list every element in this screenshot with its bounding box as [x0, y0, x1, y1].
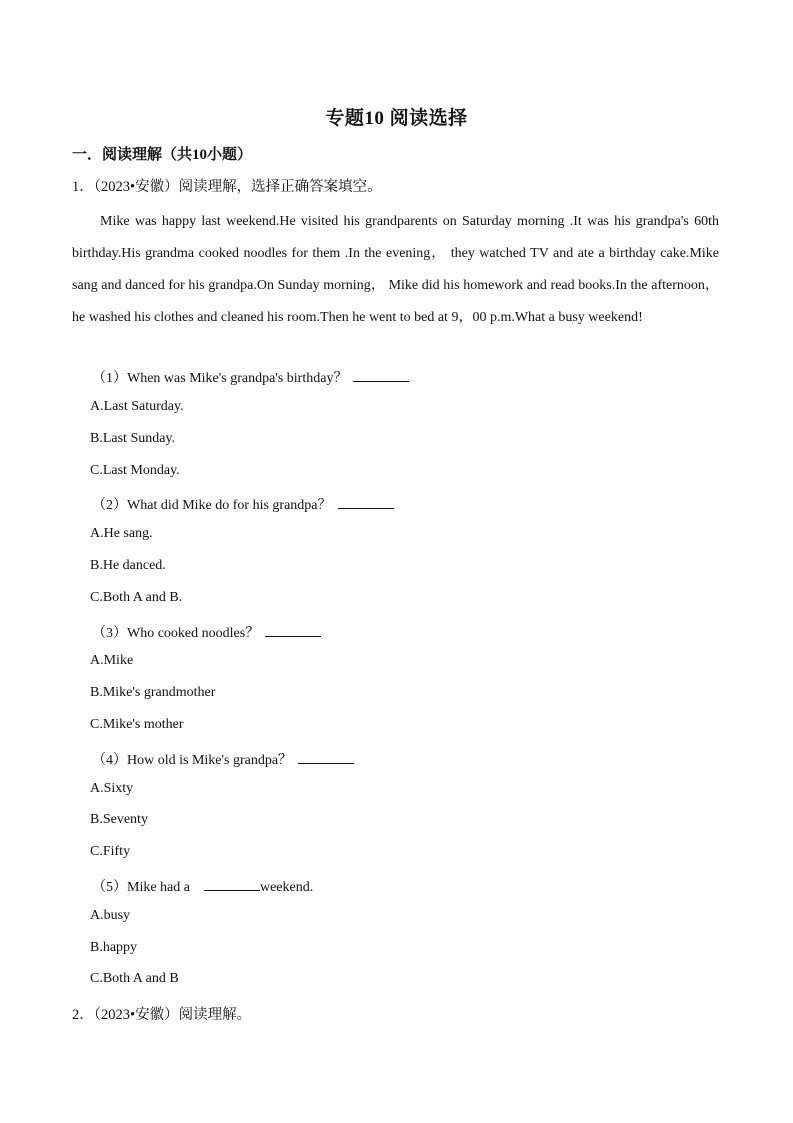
sub-question-3	[92, 622, 321, 642]
option-2c: C.Both A and B.	[90, 590, 183, 605]
sub-question-4	[92, 749, 354, 769]
option-4c: C.Fifty	[90, 844, 131, 859]
answer-blank-5[interactable]	[204, 878, 260, 891]
sub-question-3-text: （3）Who cooked noodles？	[92, 626, 260, 641]
sub-question-5-text-before: （5）Mike had a	[92, 880, 190, 895]
answer-blank-2[interactable]	[338, 496, 394, 509]
option-1b: B.Last Sunday.	[90, 431, 176, 446]
sub-question-5-text-after: weekend.	[259, 880, 314, 895]
option-5c: C.Both A and B	[90, 971, 179, 986]
option-2b: B.He danced.	[90, 558, 166, 573]
option-5a: A.busy	[90, 908, 131, 923]
sub-question-4-text: （4）How old is Mike's grandpa？	[92, 753, 293, 768]
sub-question-2-text: （2）What did Mike do for his grandpa？	[92, 498, 332, 513]
sub-question-1	[92, 367, 409, 387]
option-3b: B.Mike's grandmother	[90, 685, 216, 700]
option-5b: B.happy	[90, 940, 138, 955]
page-title: 专题10 阅读选择	[325, 108, 468, 129]
option-1a: A.Last Saturday.	[90, 399, 184, 414]
option-3a: A.Mike	[90, 653, 134, 668]
option-4a: A.Sixty	[90, 781, 134, 796]
answer-blank-4[interactable]	[298, 751, 354, 764]
sub-question-2	[92, 494, 394, 514]
question-1-header: 1．（2023•安徽）阅读理解，选择正确答案填空。	[72, 179, 382, 195]
option-4b: B.Seventy	[90, 812, 148, 827]
sub-question-1-text: （1）When was Mike's grandpa's birthday？	[92, 371, 348, 386]
reading-passage: Mike was happy last weekend.He visited his grandparents on Saturday morning .It was his grandpa's 60th birthday.His grandma cooked noodles for them .In the evening， they watched TV and ate a birthday cake.Mike sang and danced for his grandpa.On Sunday morning， Mike did his homework and read books.In the afternoon， he washed his clothes and cleaned his room.Then he went to bed at 9，00 p.m.What a busy weekend!	[72, 214, 719, 325]
question-2-header: 2．（2023•安徽）阅读理解。	[72, 1007, 252, 1023]
option-2a: A.He sang.	[90, 526, 153, 541]
answer-blank-3[interactable]	[265, 624, 321, 637]
answer-blank-1[interactable]	[353, 369, 409, 382]
sub-question-5	[92, 876, 313, 896]
option-3c: C.Mike's mother	[90, 717, 184, 732]
option-1c: C.Last Monday.	[90, 463, 180, 478]
section-heading: 一．阅读理解（共10小题）	[72, 147, 253, 163]
